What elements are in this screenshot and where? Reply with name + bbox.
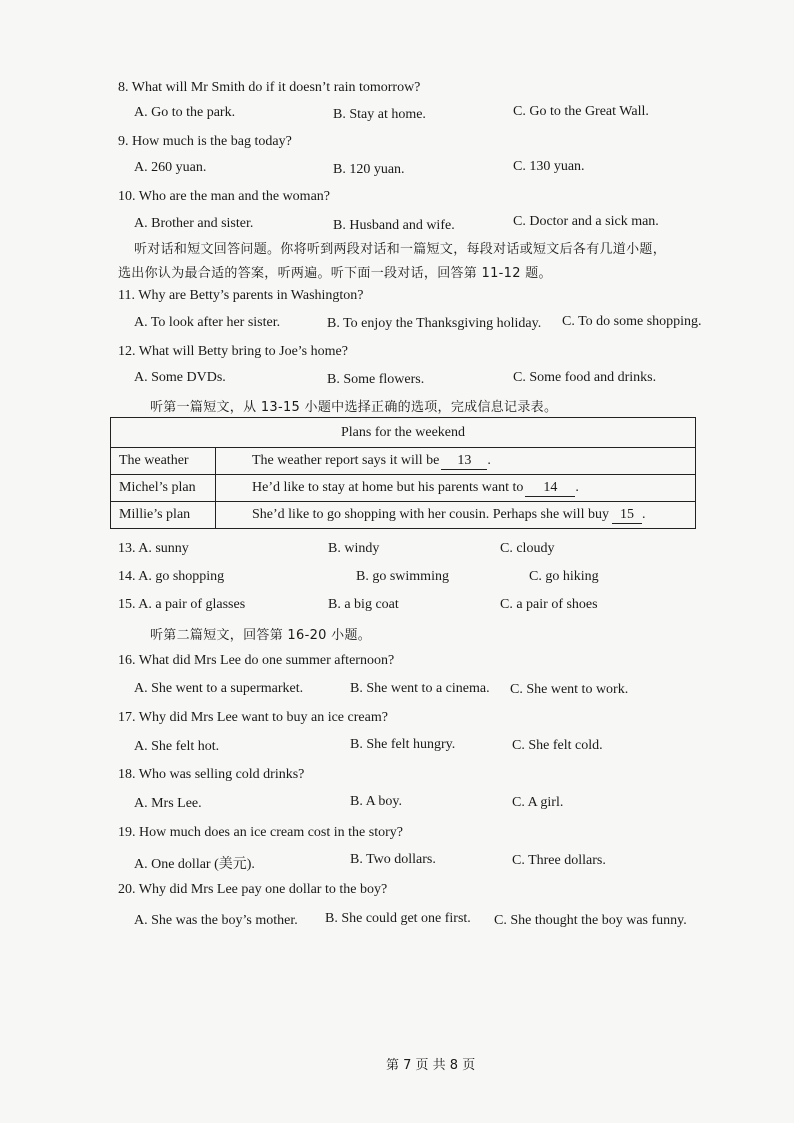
- q18-option-b: B. A boy.: [350, 794, 402, 809]
- question-9: 9. How much is the bag today?: [118, 134, 292, 149]
- instruction-passage2: 听第二篇短文，回答第 16-20 小题。: [150, 628, 372, 643]
- question-17: 17. Why did Mrs Lee want to buy an ice cream?: [118, 710, 388, 725]
- answer-blank-15: 15: [612, 507, 642, 524]
- instruction-dialogs-line1: 听对话和短文回答问题。你将听到两段对话和一篇短文，每段对话或短文后各有几道小题，: [134, 242, 667, 257]
- q10-option-a: A. Brother and sister.: [134, 216, 254, 231]
- q9-option-b: B. 120 yuan.: [333, 162, 405, 177]
- question-12: 12. What will Betty bring to Joe’s home?: [118, 344, 348, 359]
- question-15-option-a: 15. A. a pair of glasses: [118, 597, 246, 612]
- table-row: [111, 502, 696, 529]
- row-end: .: [487, 452, 491, 468]
- q16-option-a: A. She went to a supermarket.: [134, 681, 304, 696]
- q19-option-a: A. One dollar (美元).: [134, 857, 255, 872]
- question-8: 8. What will Mr Smith do if it doesn’t rain tomorrow?: [118, 80, 421, 95]
- q14-option-b: B. go swimming: [356, 569, 449, 584]
- table-row: [111, 448, 696, 475]
- q8-option-c: C. Go to the Great Wall.: [513, 104, 649, 119]
- answer-blank-14: 14: [525, 480, 575, 497]
- answer-blank-13: 13: [441, 453, 487, 470]
- plans-table: [110, 417, 696, 529]
- q12-option-a: A. Some DVDs.: [134, 370, 226, 385]
- page-number: 第 7 页 共 8 页: [386, 1058, 476, 1073]
- question-10: 10. Who are the man and the woman?: [118, 189, 331, 204]
- question-19: 19. How much does an ice cream cost in the story?: [118, 825, 403, 840]
- q13-option-b: B. windy: [328, 541, 380, 556]
- row-content: [216, 448, 696, 475]
- instruction-dialogs-line2: 选出你认为最合适的答案，听两遍。听下面一段对话，回答第 11-12 题。: [118, 266, 552, 281]
- q11-option-c: C. To do some shopping.: [562, 314, 702, 329]
- table-title: Plans for the weekend: [111, 418, 696, 448]
- question-11: 11. Why are Betty’s parents in Washington?: [118, 288, 364, 303]
- q17-option-a: A. She felt hot.: [134, 739, 220, 754]
- q17-option-b: B. She felt hungry.: [350, 737, 456, 752]
- q10-option-b: B. Husband and wife.: [333, 218, 455, 233]
- q9-option-a: A. 260 yuan.: [134, 160, 207, 175]
- question-13-option-a: 13. A. sunny: [118, 541, 189, 556]
- row-end: .: [575, 479, 579, 495]
- question-16: 16. What did Mrs Lee do one summer afternoon?: [118, 653, 395, 668]
- question-18: 18. Who was selling cold drinks?: [118, 767, 305, 782]
- q14-option-c: C. go hiking: [529, 569, 599, 584]
- question-14-option-a: 14. A. go shopping: [118, 569, 225, 584]
- row-label: Michel’s plan: [111, 475, 216, 502]
- q19-option-c: C. Three dollars.: [512, 853, 606, 868]
- q16-option-b: B. She went to a cinema.: [350, 681, 490, 696]
- q13-option-c: C. cloudy: [500, 541, 555, 556]
- q12-option-c: C. Some food and drinks.: [513, 370, 657, 385]
- q20-option-a: A. She was the boy’s mother.: [134, 913, 298, 928]
- q12-option-b: B. Some flowers.: [327, 372, 425, 387]
- q8-option-a: A. Go to the park.: [134, 105, 236, 120]
- q18-option-c: C. A girl.: [512, 795, 564, 810]
- row-label: Millie’s plan: [111, 502, 216, 529]
- row-content: [216, 475, 696, 502]
- q11-option-a: A. To look after her sister.: [134, 315, 281, 330]
- q11-option-b: B. To enjoy the Thanksgiving holiday.: [327, 316, 542, 331]
- q20-option-c: C. She thought the boy was funny.: [494, 913, 687, 928]
- q20-option-b: B. She could get one first.: [325, 911, 471, 926]
- q19-option-b: B. Two dollars.: [350, 852, 436, 867]
- q16-option-c: C. She went to work.: [510, 682, 629, 697]
- q15-option-b: B. a big coat: [328, 597, 399, 612]
- q15-option-c: C. a pair of shoes: [500, 597, 598, 612]
- instruction-passage1: 听第一篇短文，从 13-15 小题中选择正确的选项，完成信息记录表。: [150, 400, 558, 415]
- q18-option-a: A. Mrs Lee.: [134, 796, 202, 811]
- table-row: [111, 475, 696, 502]
- row-end: .: [641, 506, 646, 522]
- q10-option-c: C. Doctor and a sick man.: [513, 214, 659, 229]
- question-20: 20. Why did Mrs Lee pay one dollar to the boy?: [118, 882, 388, 897]
- row-text: The weather report says it will be: [252, 452, 440, 468]
- row-label: The weather: [111, 448, 216, 475]
- row-text: He’d like to stay at home but his parents want to: [252, 479, 524, 495]
- q8-option-b: B. Stay at home.: [333, 107, 426, 122]
- row-text: She’d like to go shopping with her cousin. Perhaps she will buy: [252, 506, 609, 522]
- q9-option-c: C. 130 yuan.: [513, 159, 585, 174]
- q17-option-c: C. She felt cold.: [512, 738, 603, 753]
- row-content: [216, 502, 696, 529]
